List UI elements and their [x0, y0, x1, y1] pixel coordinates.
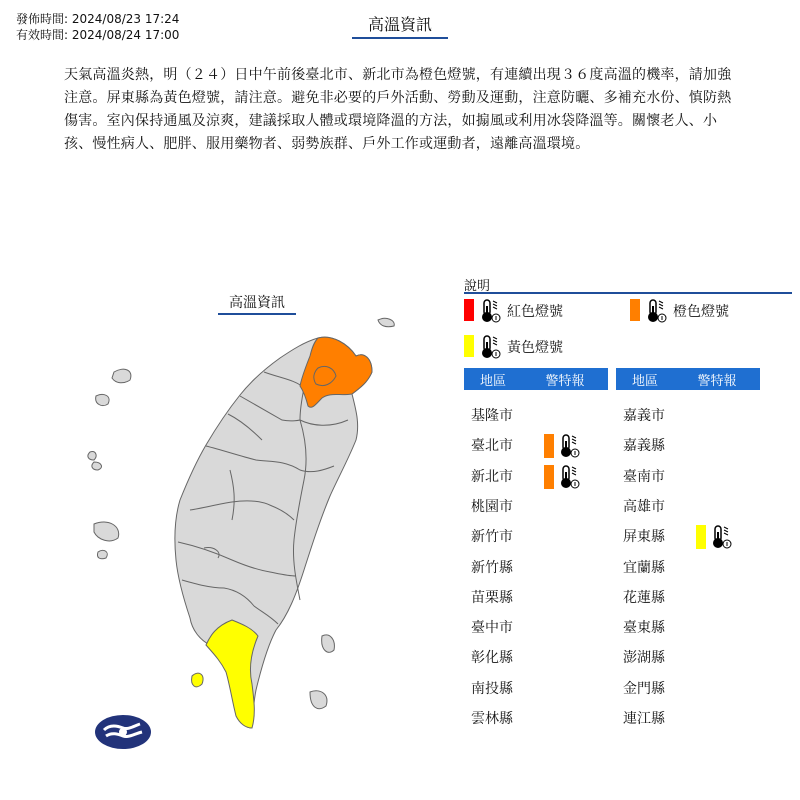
valid-time: 有效時間: 2024/08/24 17:00: [16, 28, 180, 42]
table-row: 基隆市: [471, 408, 513, 424]
table-row: 澎湖縣: [623, 650, 665, 667]
description-text: 天氣高溫炎熱，明（２４）日中午前後臺北市、新北市為橙色燈號，有連續出現３６度高溫的機率，請加強注意。屏東縣為黃色燈號，請注意。避免非必要的戶外活動、勞動及運動，注意防曬、多補充水份、慎防熱傷害。室內保持通風及涼爽，建議採取人體或環境降溫的方法，如搧風或利用冰袋降溫等。關懷老人、小孩、慢性病人、肥胖、服用藥物者、弱勢族群、戶外工作或運動者，遠離高溫環境。: [64, 67, 732, 152]
legend-yellow-label: 黃色燈號: [507, 340, 563, 356]
table-row: 花蓮縣: [623, 589, 665, 606]
orange-warning-flag: [544, 434, 554, 458]
issued-time: 發佈時間: 2024/08/23 17:24: [16, 12, 180, 26]
legend-red-swatch: [464, 299, 474, 321]
legend-orange-swatch: [630, 299, 640, 321]
table-row: 新北市: [471, 468, 513, 485]
legend-yellow-swatch: [464, 335, 474, 357]
table-row: 屏東縣: [623, 529, 665, 546]
table-row: 南投縣: [471, 680, 513, 697]
thermometer-icon: [558, 433, 580, 459]
thermometer-icon: [710, 524, 732, 550]
cwa-logo-icon: [94, 714, 152, 750]
pingtung-county-region: [206, 620, 258, 728]
liuqiu-island: [192, 673, 203, 687]
green-island: [322, 635, 335, 652]
legend-orange-label: 橙色燈號: [673, 304, 729, 320]
table-row: 嘉義市: [623, 408, 665, 424]
legend-red-label: 紅色燈號: [507, 304, 563, 320]
table-row: 苗栗縣: [471, 589, 513, 606]
table-row: 臺南市: [623, 468, 665, 485]
table-row: 嘉義縣: [623, 438, 665, 455]
taiwan-main-island: [175, 337, 372, 728]
table-row: 高雄市: [623, 498, 665, 515]
thermometer-icon: [479, 298, 501, 324]
table-row: 臺中市: [471, 620, 513, 637]
page-title: 高溫資訊: [352, 14, 448, 39]
matsu-island: [378, 318, 394, 326]
legend-title: 說明: [464, 279, 491, 294]
thermometer-icon: [558, 464, 580, 490]
column-header-warning: 警特報: [545, 373, 585, 389]
table-row: 臺北市: [471, 438, 513, 455]
thermometer-icon: [645, 298, 667, 324]
orange-warning-flag: [544, 465, 554, 489]
penghu-islands: [88, 369, 131, 470]
column-header-region: 地區: [479, 373, 506, 389]
table-row: 新竹縣: [471, 559, 513, 576]
table-row: 彰化縣: [471, 650, 513, 667]
table-header-left: [464, 368, 608, 390]
kinmen-island: [94, 522, 119, 559]
orchid-island: [310, 691, 327, 709]
table-row: 桃園市: [471, 498, 513, 515]
column-header-warning: 警特報: [697, 373, 737, 389]
table-row: 連江縣: [623, 711, 665, 727]
table-row: 雲林縣: [471, 711, 513, 727]
table-row: 臺東縣: [623, 620, 665, 637]
legend-divider: [464, 292, 792, 294]
thermometer-icon: [479, 334, 501, 360]
taiwan-map: [60, 300, 440, 760]
table-row: 宜蘭縣: [623, 559, 665, 576]
yellow-warning-flag: [696, 525, 706, 549]
map-title: 高溫資訊: [218, 293, 296, 315]
column-header-region: 地區: [631, 373, 658, 389]
table-row: 金門縣: [623, 680, 665, 697]
table-row: 新竹市: [471, 529, 513, 546]
table-header-right: [616, 368, 760, 390]
